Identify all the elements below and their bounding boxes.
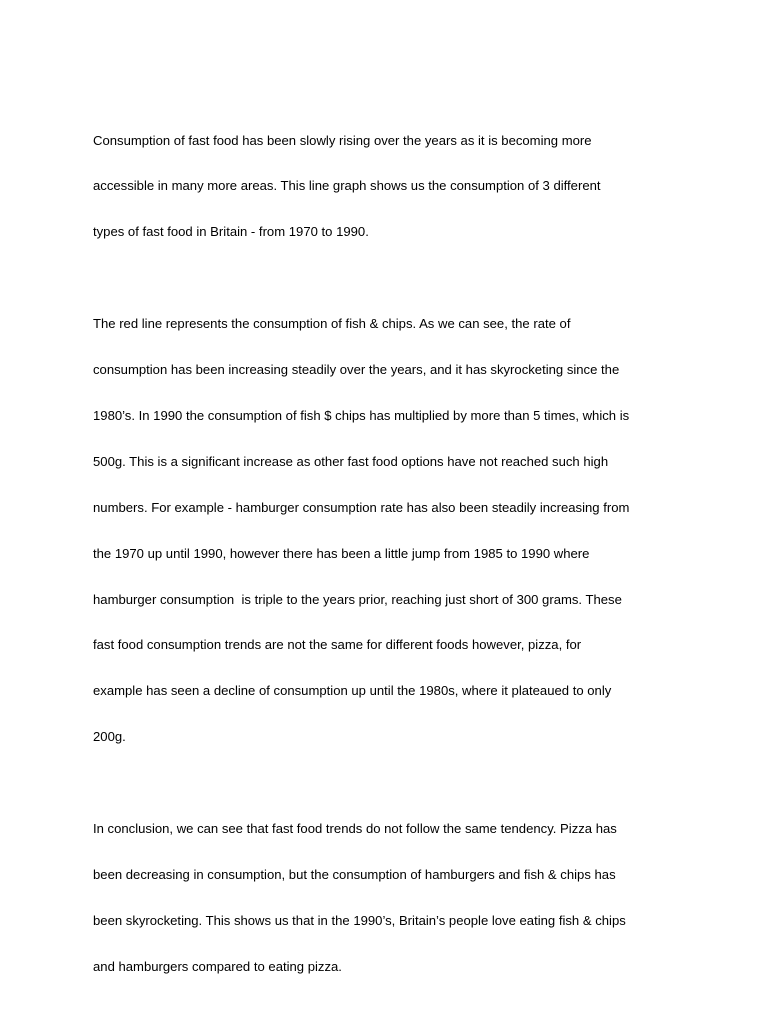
text-line: the 1970 up until 1990, however there has been a little jump from 1985 to 1990 where: [93, 545, 590, 561]
text-line: In conclusion, we can see that fast food trends do not follow the same tendency. Pizza has: [93, 820, 617, 836]
text-line: 1980’s. In 1990 the consumption of fish $ chips has multiplied by more than 5 times, which is: [93, 407, 630, 423]
text-line: consumption has been increasing steadily over the years, and it has skyrocketing since the: [93, 362, 620, 378]
text-line: been decreasing in consumption, but the consumption of hamburgers and fish & chips has: [93, 866, 616, 882]
text-line: 500g. This is a significant increase as other fast food options have not reached such high: [93, 453, 609, 469]
text-line: been skyrocketing. This shows us that in the 1990’s, Britain’s people love eating fish & chips: [93, 912, 626, 928]
text-line: types of fast food in Britain - from 1970 to 1990.: [93, 224, 369, 240]
text-line: accessible in many more areas. This line graph shows us the consumption of 3 different: [93, 178, 601, 194]
paragraph-introduction: [93, 102, 683, 270]
text-line: numbers. For example - hamburger consumption rate has also been steadily increasing from: [93, 499, 630, 515]
essay-body: [93, 102, 683, 1020]
text-line: fast food consumption trends are not the same for different foods however, pizza, for: [93, 637, 582, 653]
paragraph-body: [93, 286, 683, 776]
text-line: example has seen a decline of consumption up until the 1980s, where it plateaued to only: [93, 683, 612, 699]
text-line: and hamburgers compared to eating pizza.: [93, 958, 342, 974]
text-line: hamburger consumption is triple to the years prior, reaching just short of 300 grams. These: [93, 591, 622, 607]
text-line: The red line represents the consumption of fish & chips. As we can see, the rate of: [93, 316, 571, 332]
paragraph-conclusion: [93, 790, 683, 1004]
text-line: Consumption of fast food has been slowly rising over the years as it is becoming more: [93, 132, 592, 148]
text-line: 200g.: [93, 729, 126, 745]
